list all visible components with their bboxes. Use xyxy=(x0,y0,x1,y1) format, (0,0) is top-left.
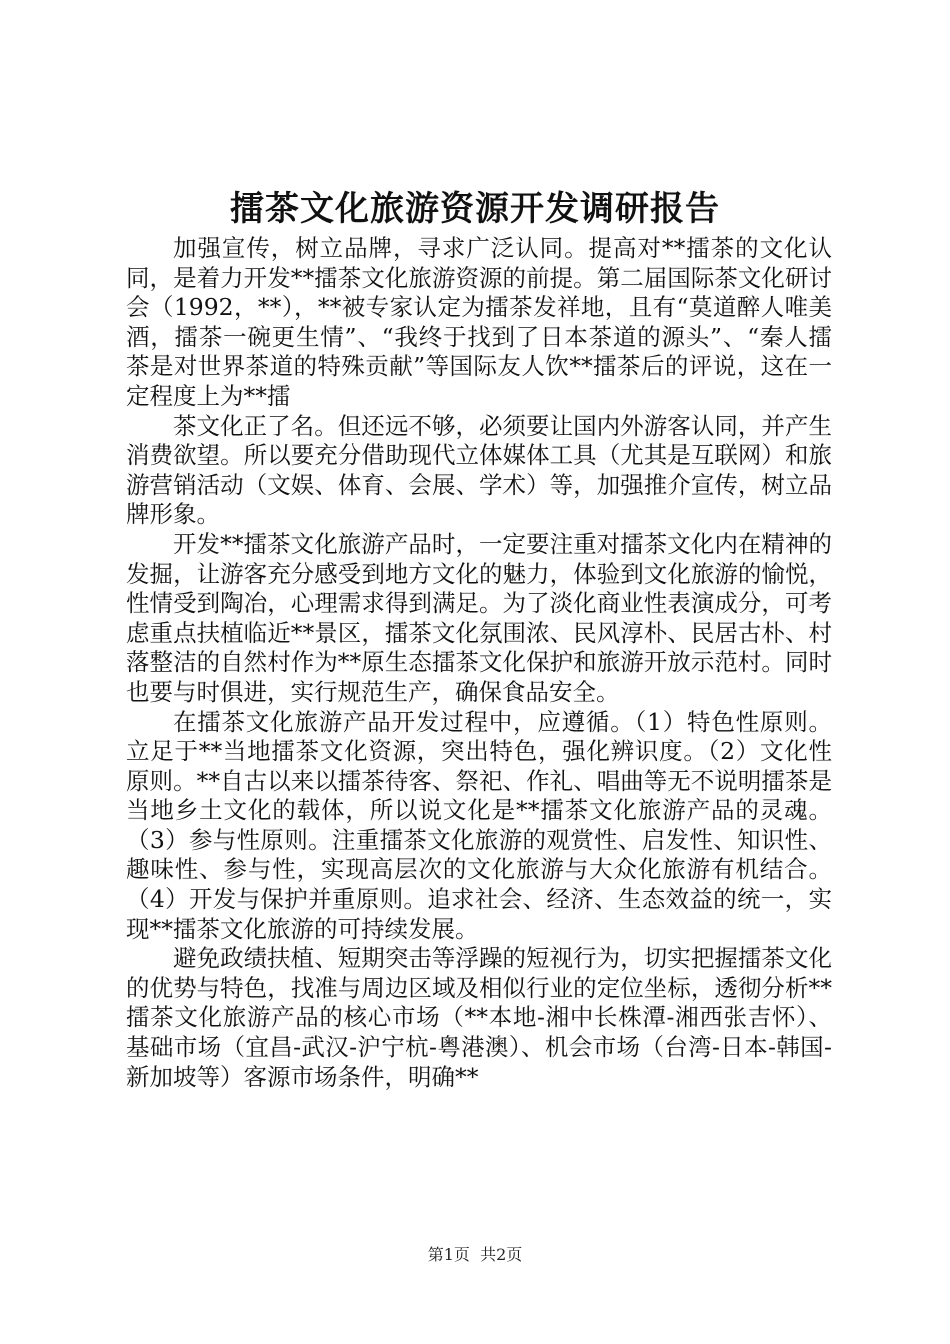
document-title: 擂茶文化旅游资源开发调研报告 xyxy=(230,189,720,229)
page-footer xyxy=(0,1244,950,1266)
document-body xyxy=(126,234,832,1092)
paragraph-3: 开发**擂茶文化旅游产品时，一定要注重对擂茶文化内在精神的发掘，让游客充分感受到地方文化的魅力，体验到文化旅游的愉悦，性情受到陶冶，心理需求得到满足。为了淡化商业性表演成分，可考虑重点扶植临近**景区，擂茶文化氛围浓、民风淳朴、民居古朴、村落整洁的自然村作为**原生态擂茶文化保护和旅游开放示范村。同时也要与时俱进，实行规范生产，确保食品安全。 xyxy=(126,529,832,706)
paragraph-4: 在擂茶文化旅游产品开发过程中，应遵循。（1）特色性原则。立足于**当地擂茶文化资源，突出特色，强化辨识度。（2）文化性原则。**自古以来以擂茶待客、祭祀、作礼、唱曲等无不说明擂茶是当地乡土文化的载体，所以说文化是**擂茶文化旅游产品的灵魂。（3）参与性原则。注重擂茶文化旅游的观赏性、启发性、知识性、趣味性、参与性，实现高层次的文化旅游与大众化旅游有机结合。（4）开发与保护并重原则。追求社会、经济、生态效益的统一，实现**擂茶文化旅游的可持续发展。 xyxy=(126,707,832,943)
paragraph-1: 加强宣传，树立品牌，寻求广泛认同。提高对**擂茶的文化认同，是着力开发**擂茶文化旅游资源的前提。第二届国际茶文化研讨会（1992，**），**被专家认定为擂茶发祥地，且有“莫道醉人唯美酒，擂茶一碗更生情”、“我终于找到了日本茶道的源头”、“秦人擂茶是对世界茶道的特殊贡献”等国际友人饮**擂茶后的评说，这在一定程度上为**擂 xyxy=(126,234,832,410)
paragraph-2: 茶文化正了名。但还远不够，必须要让国内外游客认同，并产生消费欲望。所以要充分借助现代立体媒体工具（尤其是互联网）和旅游营销活动（文娱、体育、会展、学术）等，加强推介宣传，树立品牌形象。 xyxy=(126,411,832,529)
page-number-label: 第1页 共2页 xyxy=(427,1245,523,1264)
paragraph-5: 避免政绩扶植、短期突击等浮躁的短视行为，切实把握擂茶文化的优势与特色，找准与周边区域及相似行业的定位坐标，透彻分析**擂茶文化旅游产品的核心市场（**本地-湘中长株潭-湘西张吉怀）、基础市场（宜昌-武汉-沪宁杭-粤港澳）、机会市场（台湾-日本-韩国-新加坡等）客源市场条件，明确** xyxy=(126,944,832,1091)
